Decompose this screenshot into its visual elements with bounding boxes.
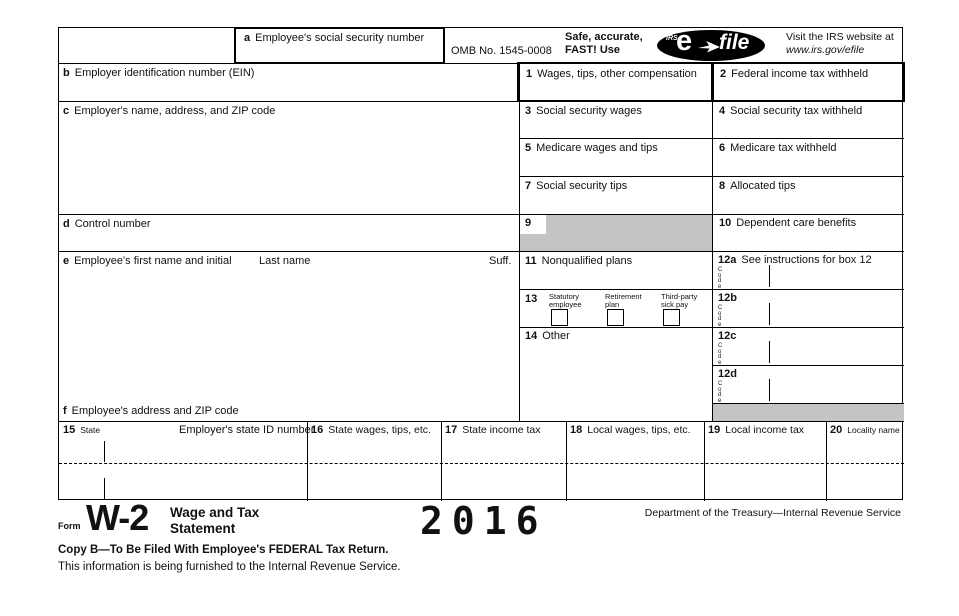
field-employer-name-address[interactable] [61, 118, 517, 212]
omb-number: OMB No. 1545-0008 [451, 45, 552, 57]
box-12b-code-label: Code [718, 305, 723, 328]
retirement-plan-label: Retirement plan [605, 292, 642, 309]
field-box-11[interactable] [521, 268, 710, 287]
field-box-12d[interactable] [773, 381, 902, 401]
grid-line [519, 63, 520, 421]
form-word: Form [58, 521, 81, 531]
form-title: Wage and Tax Statement [170, 505, 260, 536]
box-a-label: a Employee's social security number [244, 32, 425, 44]
field-box-8[interactable] [715, 193, 902, 212]
box-8-label: 8 Allocated tips [719, 180, 796, 192]
field-box-12a[interactable] [773, 267, 902, 287]
box-e-suffix-label: Suff. [489, 255, 512, 267]
third-party-sick-pay-label: Third-party sick pay [661, 292, 698, 309]
box-15-label: 15 State [63, 424, 101, 436]
department-line: Department of the Treasury—Internal Revenue Service [644, 507, 901, 519]
copy-b-line: Copy B—To Be Filed With Employee's FEDERAL Tax Return. [58, 544, 389, 556]
code-separator-tick [769, 379, 770, 401]
third-party-sick-pay-checkbox[interactable] [663, 309, 680, 326]
efile-e-text: e [676, 25, 693, 57]
box-20-label: 20 Locality name [830, 424, 900, 436]
grid-line [59, 214, 904, 215]
box-12c-label: 12c [718, 330, 737, 342]
grid-line [704, 421, 705, 501]
box-6-label: 6 Medicare tax withheld [719, 142, 837, 154]
box-9-label-patch [519, 214, 546, 234]
grid-line [826, 421, 827, 501]
grid-line [712, 403, 904, 404]
box-11-label: 11 Nonqualified plans [525, 255, 633, 267]
box-5-label: 5 Medicare wages and tips [525, 142, 658, 154]
field-box-6[interactable] [715, 155, 902, 174]
field-box-1[interactable] [521, 80, 710, 99]
box-3-label: 3 Social security wages [525, 105, 642, 117]
irs-logo-text: IRS [666, 35, 678, 42]
field-box-2[interactable] [715, 80, 902, 99]
statutory-employee-checkbox[interactable] [551, 309, 568, 326]
box-12b-label: 12b [718, 292, 737, 304]
grid-line [441, 421, 442, 501]
box-12c-code-label: Code [718, 343, 723, 366]
field-employee-address[interactable] [61, 404, 361, 420]
field-control-number[interactable] [61, 230, 517, 249]
irs-efile-logo [657, 25, 765, 61]
irs-website-note: Visit the IRS website at www.irs.gov/efile [786, 31, 894, 56]
efile-file-text: file [719, 31, 750, 54]
field-box-20[interactable] [828, 438, 902, 499]
box-b-label: b Employer identification number (EIN) [63, 67, 255, 79]
field-box-3[interactable] [521, 118, 710, 137]
box-19-label: 19 Local income tax [708, 424, 805, 436]
field-box-10[interactable] [715, 230, 902, 249]
lightning-bolt-icon [698, 40, 720, 58]
field-ein[interactable] [61, 80, 517, 100]
box-17-label: 17 State income tax [445, 424, 541, 436]
field-box-15[interactable] [61, 438, 305, 499]
statutory-employee-label: Statutory employee [549, 292, 582, 309]
irs-website-url: www.irs.gov/efile [786, 44, 865, 56]
grid-line [712, 365, 904, 366]
code-separator-tick [769, 265, 770, 287]
efile-tagline: Safe, accurate, FAST! Use [565, 31, 643, 56]
grid-line [566, 421, 567, 501]
field-box-12b[interactable] [773, 305, 902, 325]
box-18-label: 18 Local wages, tips, etc. [570, 424, 691, 436]
box-12a-code-label: Code [718, 267, 723, 290]
box-2-label: 2 Federal income tax withheld [720, 68, 869, 80]
field-box-19[interactable] [706, 438, 824, 499]
grid-line [712, 63, 713, 421]
box-7-label: 7 Social security tips [525, 180, 628, 192]
box-12d-code-label: Code [718, 381, 723, 404]
box-4-label: 4 Social security tax withheld [719, 105, 863, 117]
tax-year: 2016 [420, 499, 548, 543]
box-d-label: d Control number [63, 218, 151, 230]
box-1-label: 1 Wages, tips, other compensation [526, 68, 697, 80]
box-15-id-label: Employer's state ID number [179, 424, 315, 436]
box-12d-label: 12d [718, 368, 737, 380]
code-separator-tick [769, 303, 770, 325]
box-14-label: 14 Other [525, 330, 570, 342]
furnish-line: This information is being furnished to the Internal Revenue Service. [58, 561, 401, 573]
field-box-7[interactable] [521, 193, 710, 212]
field-box-4[interactable] [715, 118, 902, 137]
box-a-letter: a [244, 32, 251, 44]
box-16-label: 16 State wages, tips, etc. [311, 424, 431, 436]
box-10-label: 10 Dependent care benefits [719, 217, 857, 229]
field-employee-name[interactable] [61, 268, 517, 400]
box-e-last-name-label: Last name [259, 255, 311, 267]
field-box-16[interactable] [309, 438, 439, 499]
field-box-18[interactable] [568, 438, 702, 499]
box-12d-shaded-strip [712, 403, 904, 421]
box-f-label: f Employee's address and ZIP code [63, 405, 239, 417]
retirement-plan-checkbox[interactable] [607, 309, 624, 326]
field-box-14[interactable] [521, 342, 710, 419]
box-12a-label: 12a See instructions for box 12 [718, 254, 872, 266]
grid-line [59, 421, 904, 422]
box-13-label: 13 [525, 293, 538, 305]
field-ssn[interactable] [237, 42, 442, 62]
field-box-12c[interactable] [773, 343, 902, 363]
w2-form [58, 27, 903, 500]
box-c-label: c Employer's name, address, and ZIP code [63, 105, 276, 117]
code-separator-tick [769, 341, 770, 363]
grid-line [59, 101, 519, 102]
field-box-17[interactable] [443, 438, 564, 499]
box-9-label: 9 [525, 217, 532, 229]
box-e-label: e Employee's first name and initial [63, 255, 232, 267]
field-box-5[interactable] [521, 155, 710, 174]
box-9-shaded-area [519, 214, 712, 251]
form-number: W-2 [86, 497, 149, 538]
grid-line [59, 251, 904, 252]
